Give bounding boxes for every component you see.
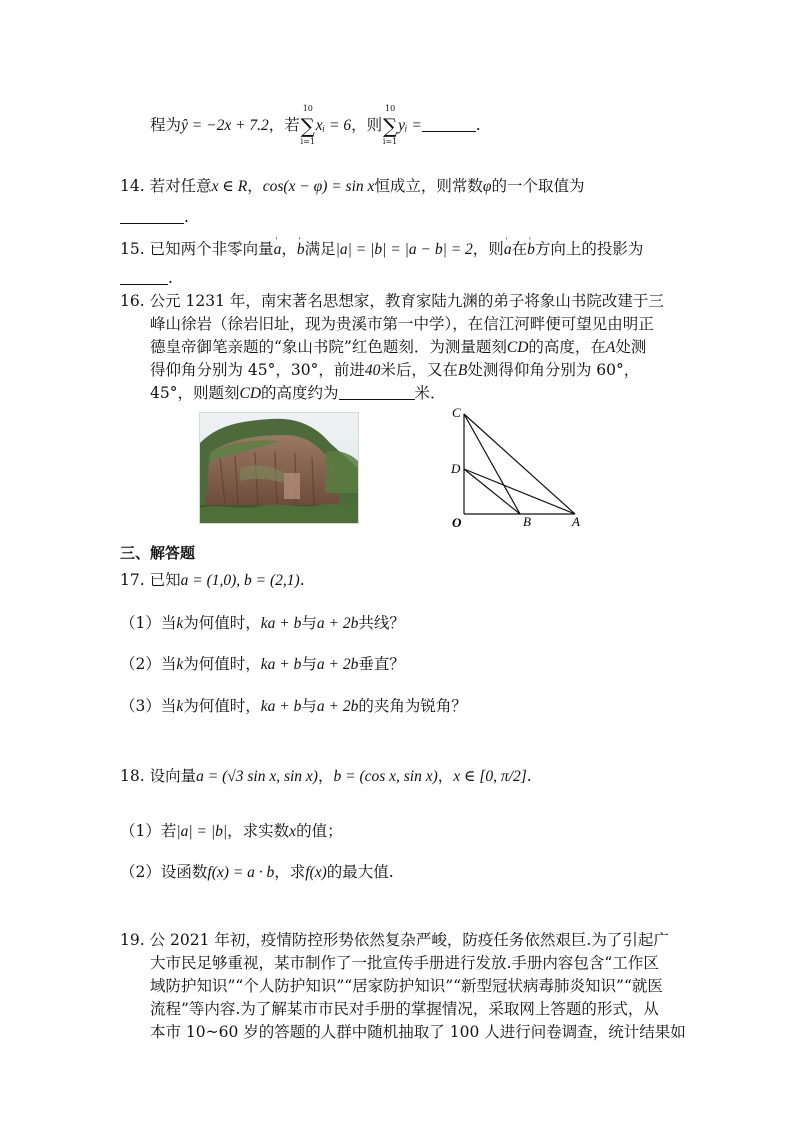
q14-end: . <box>184 208 189 226</box>
q16-text-line3c: 处测 <box>615 338 647 356</box>
q17-part1 <box>120 612 405 635</box>
q16-point-a: A <box>605 339 616 356</box>
xiangshan-cliff-photo <box>199 412 359 524</box>
q16-point-b: B <box>457 362 468 379</box>
sum2-lower: i=1 <box>382 137 398 146</box>
q17-line <box>120 569 305 592</box>
q16-text-line3: 德皇帝御笔亲题的“象山书院”红色题刻．为测量题刻 <box>150 338 507 356</box>
q13-sum1-expr: xᵢ = 6 <box>315 117 352 134</box>
q13-end: . <box>475 116 481 134</box>
q18-sep2: ， <box>437 767 454 785</box>
q19-line5 <box>150 1021 686 1043</box>
q18-p1-a: 若 <box>160 822 177 840</box>
q17-p2-k: k <box>176 656 184 673</box>
q18-part1 <box>120 820 343 843</box>
sum-symbol-2: ∑ 10 i=1 <box>382 104 398 146</box>
q17-part2 <box>120 653 405 676</box>
q17-given: a = (1,0), b = (2,1) <box>180 572 300 589</box>
q18-p2-f: f(x) <box>305 864 327 881</box>
q16-line1 <box>120 290 664 312</box>
q17-part3 <box>120 695 467 718</box>
q17-p1-k: k <box>176 615 184 632</box>
q15-text-d: 在 <box>511 240 528 258</box>
q17-p2-expr2: a + 2b <box>316 656 359 673</box>
q18-vec-b: b = (cos x, sin x) <box>333 768 438 785</box>
q19-text-line2: 大市民足够重视，某市制作了一批宣传手册进行发放.手册内容包含“工作区 <box>150 954 659 972</box>
q18-p1-c: 的值； <box>296 822 343 840</box>
q15-vec-b2: ' b <box>527 239 535 261</box>
q14-phi: φ <box>482 178 492 195</box>
q15-text-c: ，则 <box>472 240 504 258</box>
q16-text-line4a: 得仰角分别为 45°，30°，前进 <box>150 361 365 379</box>
q15-vec-a2: ' a <box>504 239 512 261</box>
q19-text-line4: 流程”等内容.为了解某市市民对手册的掌握情况，采取网上答题的形式，从 <box>150 1000 659 1018</box>
label-b: B <box>523 514 531 529</box>
q18-p2-b: ，求 <box>274 863 306 881</box>
q19-text-line5: 本市 10~60 岁的答题的人群中随机抽取了 100 人进行问卷调查，统计结果如 <box>150 1023 686 1041</box>
q15-end: . <box>168 269 173 287</box>
q19-line3 <box>150 975 663 997</box>
line-c-b <box>464 414 520 514</box>
q13-pre: 程为 <box>150 116 182 134</box>
q14-text-e: 恒成立，则常数 <box>374 177 483 195</box>
sum2-upper: 10 <box>385 104 396 113</box>
q17-end: . <box>299 571 305 589</box>
sum1-lower: i=1 <box>300 137 315 146</box>
q18-p1-b: ，求实数 <box>227 822 290 840</box>
q17-p2-a: 当 <box>160 655 177 673</box>
q17-p2-d: 垂直？ <box>358 655 405 673</box>
q16-text-line5b: 的高度约为 <box>261 384 339 402</box>
q16-text-line2: 峰山徐岩（徐岩旧址，现为贵溪市第一中学），在信江河畔便可望见由明正 <box>150 315 654 333</box>
q17-p3-num: （3） <box>120 697 161 715</box>
q19-line4 <box>150 998 659 1020</box>
q18-p2-expr: f(x) = a · b <box>207 864 275 881</box>
q19-number: 19. <box>120 931 145 949</box>
q18-sep: ， <box>317 767 334 785</box>
q13-line <box>150 104 481 146</box>
q17-p3-b: 为何值时， <box>183 697 261 715</box>
q17-p3-d: 的夹角为锐角？ <box>358 697 467 715</box>
q18-p2-a: 设函数 <box>160 863 208 881</box>
q13-answer-blank[interactable] <box>422 115 476 132</box>
q18-vec-a: a = (√3 sin x, sin x) <box>196 768 318 785</box>
q17-p3-c: 与 <box>301 697 317 715</box>
q14-text-c: ， <box>247 177 263 195</box>
q17-p3-a: 当 <box>160 697 177 715</box>
q14-line <box>120 175 585 198</box>
sum1-upper: 10 <box>302 104 313 113</box>
q18-number: 18. <box>120 767 145 785</box>
q13-mid2: ，则 <box>351 116 383 134</box>
q15-vec-a: ' a <box>274 239 282 261</box>
q17-p2-num: （2） <box>120 655 161 673</box>
label-a: A <box>572 514 580 529</box>
q13-sum2-expr: yᵢ = <box>398 117 422 134</box>
q17-p1-a: 当 <box>160 614 177 632</box>
q17-p3-expr2: a + 2b <box>316 698 359 715</box>
q18-p1-num: （1） <box>120 822 161 840</box>
q14-condition: cos(x − φ) = sin x <box>262 178 375 195</box>
triangle-diagram <box>440 400 600 535</box>
q17-p1-expr: ka + b <box>260 615 302 632</box>
q17-text: 已知 <box>149 571 181 589</box>
q18-p2-c: 的最大值. <box>326 863 394 881</box>
q17-p1-d: 共线？ <box>358 614 405 632</box>
q15-text-b: 满足 <box>304 240 336 258</box>
q17-p3-k: k <box>176 698 184 715</box>
q15-text-e: 方向上的投影为 <box>534 240 644 258</box>
q16-line5 <box>150 382 446 405</box>
q19-text-line1: 公 2021 年初，疫情防控形势依然复杂严峻，防疫任务依然艰巨.为了引起广 <box>149 931 669 949</box>
q17-p2-expr: ka + b <box>260 656 302 673</box>
q18-domain: x ∈ [0, π/2] <box>453 768 527 785</box>
q15-text-a: 已知两个非零向量 <box>149 240 274 258</box>
q16-text-line4b: 米后，又在 <box>380 361 458 379</box>
q16-cd2: CD <box>239 385 262 402</box>
q18-end: . <box>526 767 532 785</box>
q19-line1 <box>120 929 669 951</box>
q15-condition: |a| = |b| = |a − b| = 2 <box>335 241 473 258</box>
q18-p1-x: x <box>289 823 297 840</box>
q16-cd: CD <box>506 339 529 356</box>
label-c: C <box>452 405 461 420</box>
sum-symbol-1: ∑ 10 i=1 <box>300 104 315 146</box>
q18-text: 设向量 <box>149 767 197 785</box>
q15-line <box>120 238 643 261</box>
q15-sep: ， <box>281 240 297 258</box>
q18-p2-num: （2） <box>120 863 161 881</box>
q17-p1-c: 与 <box>301 614 317 632</box>
q17-p1-b: 为何值时， <box>183 614 261 632</box>
q16-line4 <box>150 359 639 382</box>
q14-text-g: 的一个取值为 <box>491 177 585 195</box>
q16-answer-blank[interactable] <box>339 383 415 400</box>
q15-number: 15. <box>120 240 145 258</box>
q18-part2 <box>120 861 394 884</box>
q17-p2-c: 与 <box>301 655 317 673</box>
q13-regression-eq: ŷ = −2x + 7.2 <box>181 117 269 134</box>
q16-text-line4c: 处测得仰角分别为 60°， <box>467 361 640 379</box>
geometry-diagram <box>440 400 600 535</box>
q15-answer-line <box>120 267 173 289</box>
q14-answer-blank[interactable] <box>120 207 184 224</box>
q16-text-line1: 公元 1231 年，南宋著名思想家，教育家陆九渊的弟子将象山书院改建于三 <box>149 292 664 310</box>
q17-p1-num: （1） <box>120 614 161 632</box>
q16-distance: 40 <box>364 362 381 379</box>
cliff-photo-illustration <box>200 413 358 523</box>
q15-answer-blank[interactable] <box>120 268 168 285</box>
q14-text-b: x ∈ R <box>211 178 248 195</box>
q19-text-line3: 域防护知识”“个人防护知识”“居家防护知识”“新型冠状病毒肺炎知识”“就医 <box>150 977 663 995</box>
q15-vec-b: ' b <box>297 239 305 261</box>
q17-number: 17. <box>120 571 145 589</box>
q16-line3 <box>150 336 646 359</box>
q18-p1-expr: |a| = |b| <box>176 823 228 840</box>
q16-text-line5a: 45°，则题刻 <box>150 384 240 402</box>
q16-text-line5c: 米． <box>414 384 446 402</box>
line-c-a <box>464 414 575 514</box>
q16-line2 <box>150 313 654 335</box>
q18-line <box>120 765 532 788</box>
label-d: D <box>451 461 461 476</box>
q17-p3-expr: ka + b <box>260 698 302 715</box>
q17-p2-b: 为何值时， <box>183 655 261 673</box>
label-o: O <box>452 515 462 530</box>
q13-mid: ，若 <box>268 116 300 134</box>
section-3-title: 三、解答题 <box>120 544 196 562</box>
q14-number: 14. <box>120 177 145 195</box>
q14-text-a: 若对任意 <box>149 177 212 195</box>
line-d-a <box>464 469 575 514</box>
q16-text-line3b: 的高度，在 <box>528 338 606 356</box>
line-d-b <box>464 469 520 514</box>
q19-line2 <box>150 952 659 974</box>
q16-number: 16. <box>120 292 145 310</box>
q17-p1-expr2: a + 2b <box>316 615 359 632</box>
q14-answer-line <box>120 206 189 228</box>
